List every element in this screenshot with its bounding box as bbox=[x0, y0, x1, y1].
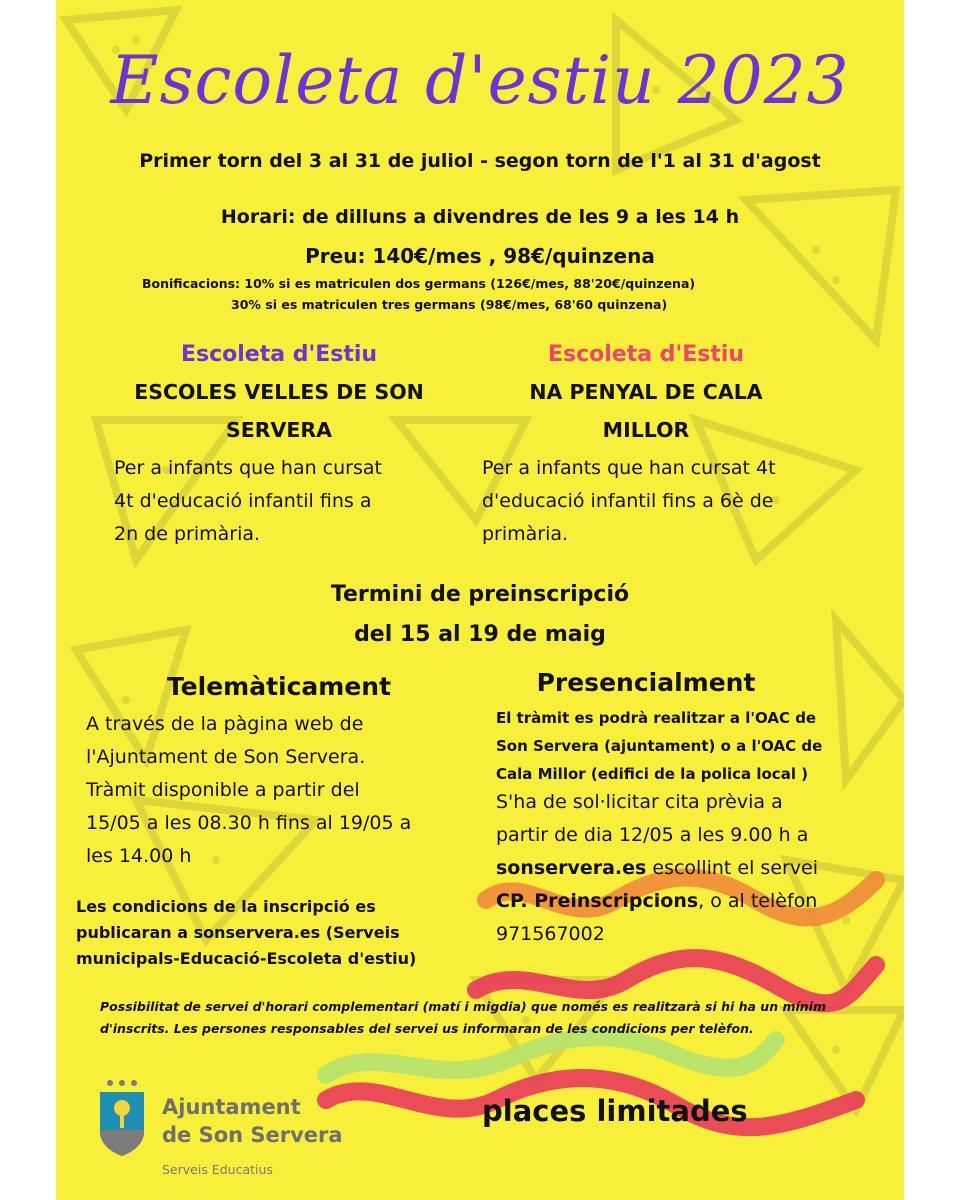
coat-of-arms-icon bbox=[96, 1078, 148, 1158]
logo-line2: de Son Servera bbox=[162, 1123, 343, 1147]
phone-number[interactable]: 971567002 bbox=[496, 923, 605, 945]
conditions-line: municipals-Educació-Escoleta d'estiu) bbox=[76, 949, 417, 968]
in-person-offices bbox=[496, 704, 896, 788]
discount-three-siblings: 30% si es matriculen tres germans (98€/mes, 68'60 quinzena) bbox=[231, 297, 668, 312]
logo-line1: Ajuntament bbox=[162, 1095, 301, 1119]
telematic-line: Tràmit disponible a partir del bbox=[86, 779, 360, 801]
school-block-son-servera bbox=[114, 342, 444, 449]
school-description-son-servera bbox=[114, 452, 454, 551]
deadline-line: del 15 al 19 de maig bbox=[354, 622, 606, 647]
offices-line: Cala Millor (edifici de la polica local ) bbox=[496, 765, 809, 783]
offices-line: Son Servera (ajuntament) o a l'OAC de bbox=[496, 737, 823, 755]
appointment-line bbox=[496, 885, 896, 918]
telematic-line: A través de la pàgina web de bbox=[86, 713, 364, 735]
school-name-line1: NA PENYAL DE CALA bbox=[529, 380, 763, 404]
in-person-heading: Presencialment bbox=[536, 668, 756, 697]
registration-conditions bbox=[76, 894, 496, 972]
price: Preu: 140€/mes , 98€/quinzena bbox=[305, 244, 655, 268]
telematic-description bbox=[86, 708, 486, 873]
pre-registration-deadline bbox=[56, 575, 904, 655]
deadline-line: Termini de preinscripció bbox=[330, 582, 630, 607]
content-layer bbox=[56, 0, 904, 1200]
school-label: Escoleta d'Estiu bbox=[547, 342, 745, 367]
description-line: Per a infants que han cursat 4t bbox=[482, 457, 776, 479]
appointment-line: S'ha de sol·licitar cita prèvia a bbox=[496, 791, 783, 813]
conditions-line: Les condicions de la inscripció es bbox=[76, 897, 376, 916]
description-line: 4t d'educació infantil fins a bbox=[114, 490, 372, 512]
school-block-cala-millor bbox=[496, 342, 796, 449]
discount-two-siblings: Bonificacions: 10% si es matriculen dos germans (126€/mes, 88'20€/quinzena) bbox=[142, 276, 696, 291]
school-name-line2: SERVERA bbox=[225, 418, 333, 442]
telematic-heading: Telemàticament bbox=[166, 672, 392, 701]
description-line: Per a infants que han cursat bbox=[114, 457, 382, 479]
council-logo bbox=[96, 1078, 356, 1182]
in-person-appointment bbox=[496, 786, 896, 951]
telematic-line: les 14.00 h bbox=[86, 845, 192, 867]
limited-places: places limitades bbox=[482, 1094, 748, 1128]
appointment-text: escollint el servei bbox=[646, 857, 819, 879]
offices-line: El tràmit es podrà realitzar a l'OAC de bbox=[496, 709, 817, 727]
conditions-line: publicaran a sonservera.es (Serveis bbox=[76, 923, 400, 942]
school-name-line2: MILLOR bbox=[602, 418, 690, 442]
telematic-line: 15/05 a les 08.30 h fins al 19/05 a bbox=[86, 812, 412, 834]
description-line: 2n de primària. bbox=[114, 523, 261, 545]
appointment-text: , o al telèfon bbox=[698, 890, 818, 912]
complementary-service-note bbox=[100, 996, 880, 1040]
telematic-line: l'Ajuntament de Son Servera. bbox=[86, 746, 366, 768]
description-line: d'educació infantil fins a 6è de bbox=[482, 490, 774, 512]
school-label: Escoleta d'Estiu bbox=[180, 342, 378, 367]
logo-subtitle: Serveis Educatius bbox=[162, 1162, 273, 1177]
note-line: d'inscrits. Les persones responsables del servei us informaran de les condicions per telèfon. bbox=[100, 1021, 754, 1036]
description-line: primària. bbox=[482, 523, 569, 545]
note-line: Possibilitat de servei d'horari complementari (matí i migdia) que només es realitzarà si hi ha un mínim bbox=[100, 999, 826, 1014]
poster-title: Escoleta d'estiu 2023 bbox=[110, 42, 850, 119]
website-link[interactable]: sonservera.es bbox=[496, 857, 647, 879]
appointment-line bbox=[496, 852, 896, 885]
service-name: CP. Preinscripcions bbox=[496, 890, 699, 912]
school-name-line1: ESCOLES VELLES DE SON bbox=[134, 380, 424, 404]
school-description-cala-millor bbox=[482, 452, 842, 551]
appointment-line: partir de dia 12/05 a les 9.00 h a bbox=[496, 824, 809, 846]
schedule-hours: Horari: de dilluns a divendres de les 9 a les 14 h bbox=[220, 206, 740, 228]
session-dates: Primer torn del 3 al 31 de juliol - segon torn de l'1 al 31 d'agost bbox=[139, 150, 821, 172]
poster bbox=[56, 0, 904, 1200]
